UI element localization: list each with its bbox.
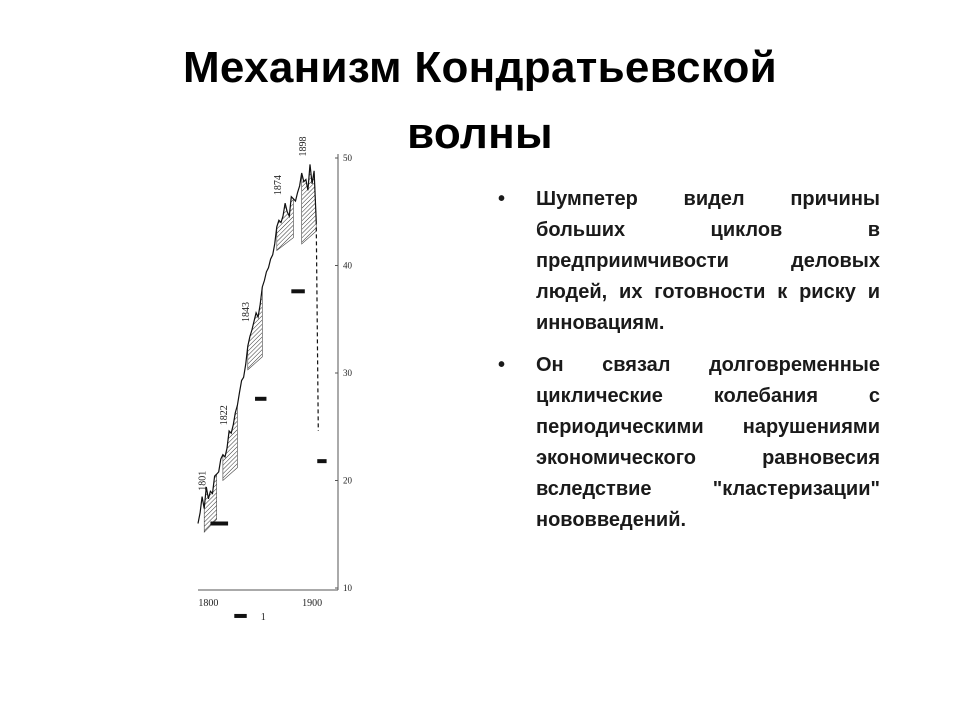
x-tick-label: 1800: [198, 598, 219, 609]
series-line-dashed: [316, 220, 318, 431]
bar-marker: [234, 614, 246, 618]
bullet-text: Шумпетер видел причины больших циклов в предприимчивости деловых людей, их готовности к риску и инновациям.: [536, 188, 880, 334]
bar-marker: [255, 397, 266, 401]
x-tick-label: 1900: [302, 598, 323, 609]
y-tick-label: 20: [343, 475, 352, 486]
peak-year-label: 1801: [197, 470, 209, 491]
bullet-item: [498, 184, 880, 339]
bullet-dot: •: [498, 188, 506, 210]
hatched-peak: [248, 287, 263, 370]
bullet-item: [498, 350, 880, 536]
chart-svg: [178, 128, 378, 638]
bar-marker: [317, 459, 326, 463]
peak-year-label: 1874: [273, 175, 285, 196]
slide-title-line-1: Механизм Кондратьевской: [182, 43, 777, 92]
peak-year-label: 1898: [298, 136, 309, 157]
bullet-dot: •: [498, 354, 506, 376]
bullet-list: [498, 184, 880, 547]
y-tick-label: 40: [343, 260, 352, 271]
bullet-text: Он связал долговременные циклические колебания с периодическими нарушениями экономического равновесия вследствие "кластеризации" нововведений.: [536, 354, 880, 531]
kondratiev-wave-chart: [178, 128, 378, 638]
peak-year-label: 1843: [240, 302, 252, 322]
y-tick-label: 30: [343, 368, 352, 378]
slide-title-line-2: волны: [407, 109, 553, 158]
y-tick-label: 50: [343, 153, 352, 163]
legend-marker-label: 1: [260, 611, 266, 623]
peak-year-label: 1822: [219, 405, 231, 426]
y-tick-label: 10: [343, 583, 352, 593]
bar-marker: [210, 522, 228, 526]
bar-marker: [291, 289, 304, 293]
